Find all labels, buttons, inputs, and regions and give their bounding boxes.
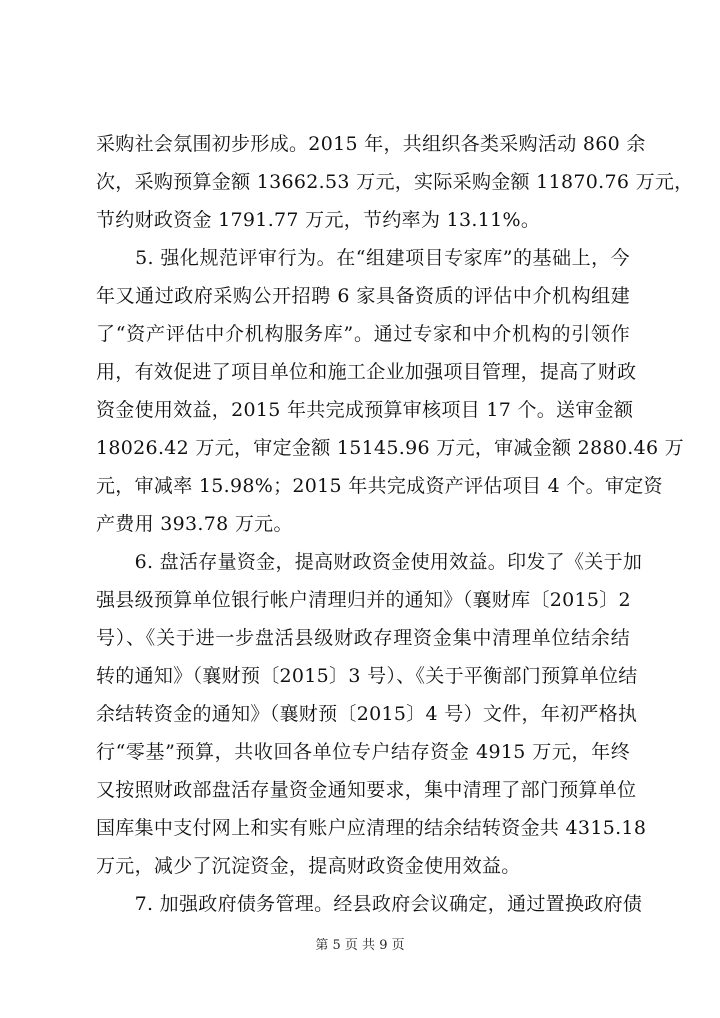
text-line: 节约财政资金 1791.77 万元，节约率为 13.11%。: [96, 209, 541, 231]
text-line: 18026.42 万元，审定金额 15145.96 万元，审减金额 2880.46 万: [96, 437, 684, 459]
text-line: 年又通过政府采购公开招聘 6 家具备资质的评估中介机构组建: [96, 285, 630, 307]
text-line: 元，审减率 15.98%；2015 年共完成资产评估项目 4 个。审定资: [96, 475, 663, 497]
text-line: 余结转资金的通知》（襄财预〔2015〕4 号）文件，年初严格执: [96, 703, 638, 725]
text-line: 号）、《关于进一步盘活县级财政存理资金集中清理单位结余结: [96, 627, 630, 649]
text-line: 5. 强化规范评审行为。在“组建项目专家库”的基础上，今: [96, 247, 630, 269]
text-line: 7. 加强政府债务管理。经县政府会议确定，通过置换政府债: [96, 893, 643, 915]
text-line: 用，有效促进了项目单位和施工企业加强项目管理，提高了财政: [96, 361, 637, 383]
text-line: 万元，减少了沉淀资金，提高财政资金使用效益。: [96, 855, 521, 877]
document-body: [96, 125, 694, 923]
text-line: 转的通知》（襄财预〔2015〕3 号）、《关于平衡部门预算单位结: [96, 665, 638, 687]
text-line: 行“零基”预算，共收回各单位专户结存资金 4915 万元，年终: [96, 741, 630, 763]
text-line: 国库集中支付网上和实有账户应清理的结余结转资金共 4315.18: [96, 817, 647, 839]
text-line: 了“资产评估中介机构服务库”。通过专家和中介机构的引领作: [96, 323, 630, 345]
text-line: 次，采购预算金额 13662.53 万元，实际采购金额 11870.76 万元，: [96, 171, 694, 193]
text-line: 资金使用效益，2015 年共完成预算审核项目 17 个。送审金额: [96, 399, 634, 421]
text-line: 产费用 393.78 万元。: [96, 513, 293, 535]
text-line: 又按照财政部盘活存量资金通知要求，集中清理了部门预算单位: [96, 779, 637, 801]
text-line: 采购社会氛围初步形成。2015 年，共组织各类采购活动 860 余: [96, 133, 646, 155]
page-footer: 第 5 页 共 9 页: [315, 938, 405, 953]
text-line: 6. 盘活存量资金，提高财政资金使用效益。印发了《关于加: [96, 551, 643, 573]
text-line: 强县级预算单位银行帐户清理归并的通知》（襄财库〔2015〕2: [96, 589, 631, 611]
